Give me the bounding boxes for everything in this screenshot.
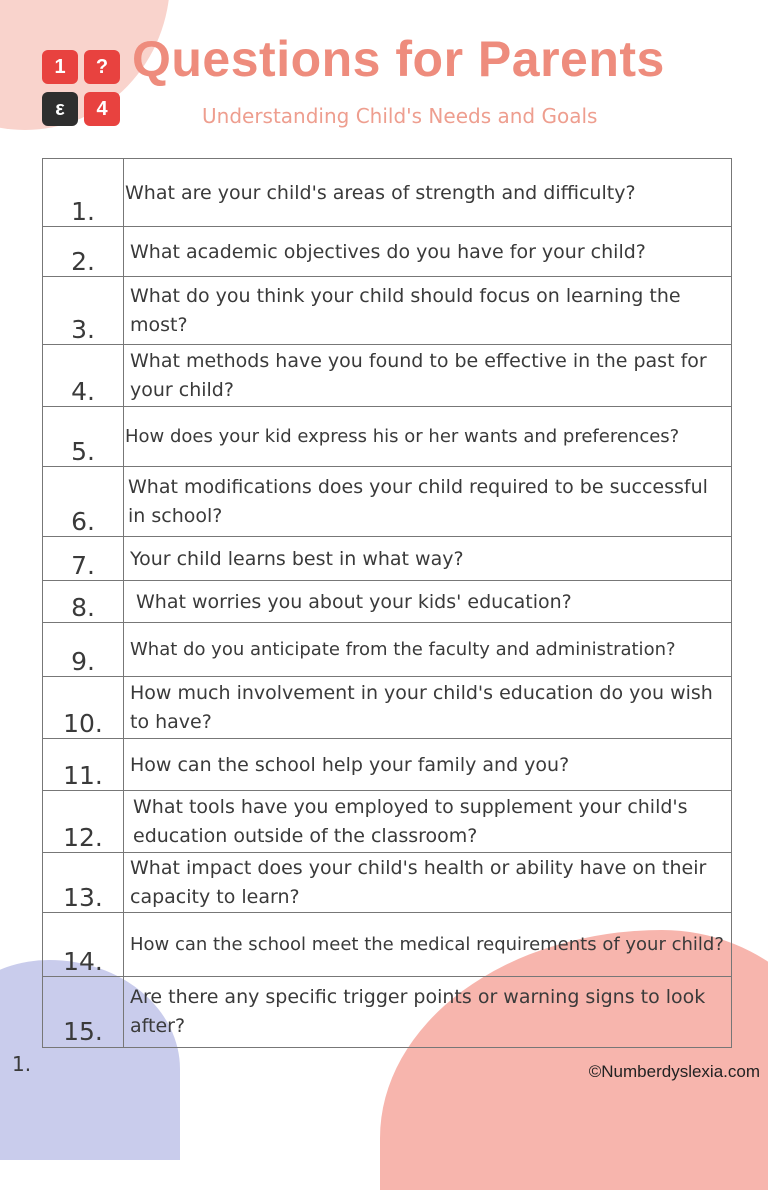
question-row xyxy=(43,852,731,913)
question-number: 10. xyxy=(63,709,103,738)
question-text: What methods have you found to be effective in the past for your child? xyxy=(130,350,707,401)
logo-tile: 1 xyxy=(42,50,78,84)
question-number: 15. xyxy=(63,1017,103,1046)
question-row xyxy=(43,536,731,581)
question-text: What academic objectives do you have for your child? xyxy=(130,240,646,263)
question-number: 1. xyxy=(71,197,95,226)
question-number: 4. xyxy=(71,377,95,406)
question-text: How can the school help your family and you? xyxy=(130,753,570,776)
question-number: 13. xyxy=(63,883,103,912)
question-text: How can the school meet the medical requirements of your child? xyxy=(130,934,724,956)
question-text: How much involvement in your child's education do you wish to have? xyxy=(130,682,713,733)
question-row xyxy=(43,276,731,345)
question-number: 5. xyxy=(71,437,95,466)
question-text: Are there any specific trigger points or warning signs to look after? xyxy=(130,986,706,1037)
logo-tile: ? xyxy=(84,50,120,84)
page-subtitle: Understanding Child's Needs and Goals xyxy=(202,104,598,128)
question-number: 8. xyxy=(71,593,95,622)
question-number: 6. xyxy=(71,507,95,536)
question-text: What do you think your child should focus on learning the most? xyxy=(130,285,681,336)
question-text: What modifications does your child required to be successful in school? xyxy=(128,476,708,527)
question-row xyxy=(43,466,731,537)
question-text: What worries you about your kids' education? xyxy=(136,590,572,613)
question-row xyxy=(43,226,731,277)
question-row xyxy=(43,676,731,739)
copyright-notice: ©Numberdyslexia.com xyxy=(588,1062,760,1081)
question-text: What do you anticipate from the faculty and administration? xyxy=(130,639,676,661)
question-number: 3. xyxy=(71,315,95,344)
question-number: 2. xyxy=(71,247,95,276)
page-title: Questions for Parents xyxy=(132,31,665,87)
question-number: 12. xyxy=(63,823,103,852)
logo xyxy=(42,50,122,126)
question-row xyxy=(43,406,731,467)
question-text: How does your kid express his or her wants and preferences? xyxy=(125,426,680,448)
question-row xyxy=(43,912,731,977)
question-text: What tools have you employed to supplement your child's education outside of the classroom? xyxy=(133,796,688,847)
question-row xyxy=(43,976,731,1048)
question-number: 11. xyxy=(63,761,103,790)
question-row xyxy=(43,790,731,853)
logo-tile: 4 xyxy=(84,92,120,126)
question-number: 9. xyxy=(71,647,95,676)
question-row xyxy=(43,344,731,407)
page-number: 1. xyxy=(12,1052,32,1076)
question-row xyxy=(43,738,731,791)
question-number: 14. xyxy=(63,947,103,976)
question-row xyxy=(43,158,731,227)
question-text: What are your child's areas of strength and difficulty? xyxy=(125,181,636,204)
logo-tile: ε xyxy=(42,92,78,126)
question-text: What impact does your child's health or ability have on their capacity to learn? xyxy=(130,857,707,908)
question-row xyxy=(43,622,731,677)
question-number: 7. xyxy=(71,551,95,580)
question-text: Your child learns best in what way? xyxy=(130,547,464,570)
question-row xyxy=(43,580,731,623)
questions-table xyxy=(42,158,732,1048)
